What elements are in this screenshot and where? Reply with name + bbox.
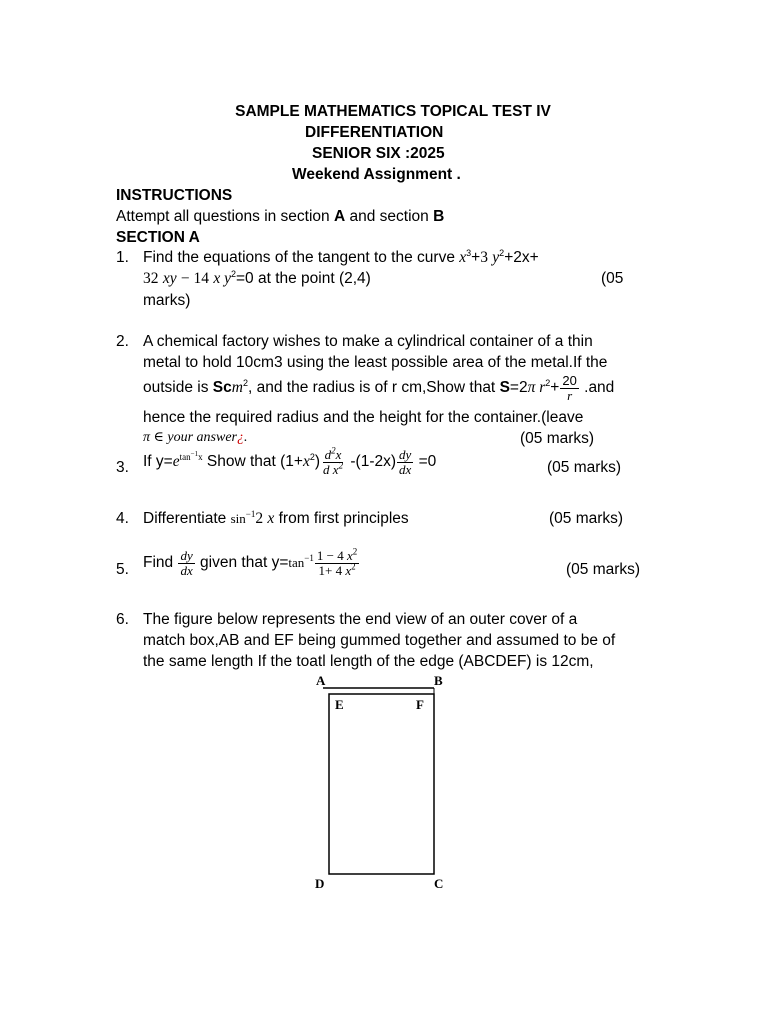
q2-line1: A chemical factory wishes to make a cylindrical container of a thin xyxy=(143,333,593,350)
label-f: F xyxy=(416,697,424,712)
q1-number: 1. xyxy=(116,249,129,266)
label-a: A xyxy=(316,673,326,688)
q5-fraction: $\frac{1 - 4 x^2}{1+ 4 x^2}$ xyxy=(316,546,358,578)
q2-line5: π ∈ your answer¿. xyxy=(143,430,248,445)
instructions-heading: INSTRUCTIONS xyxy=(116,187,233,204)
q6-line3: the same length If the toatl length of the edge (ABCDEF) is 12cm, xyxy=(143,653,594,670)
q6-line2: match box,AB and EF being gummed together and assumed to be of xyxy=(143,632,616,649)
title-line: SAMPLE MATHEMATICS TOPICAL TEST IV xyxy=(235,103,551,120)
q2-line4: hence the required radius and the height for the container.(leave xyxy=(143,409,584,426)
q1-text-line1: Find the equations of the tangent to the curve $x^3+3$ $y^2+2x+$ xyxy=(143,247,539,266)
topic-line: DIFFERENTIATION xyxy=(305,124,444,141)
q4-number: 4. xyxy=(116,510,129,527)
q5-derivative: $\frac{dy}{dx}$ xyxy=(180,548,193,578)
q3-marks: (05 marks) xyxy=(547,459,622,476)
q5-number: 5. xyxy=(116,561,129,578)
q5-text: Find $\frac{dy}{dx}$ given that $y=\tan^{-1}$ $\frac{1 - 4 x^2}{1+ 4 x^2}$ xyxy=(143,546,358,578)
section-a-heading: SECTION A xyxy=(116,229,200,246)
q3-text: If $y=e^{tan^{-1}x}$ Show that $(1+x^2)$ $\frac{d^2x}{d x^2}$ -(1-2x) $\frac{dy}{dx}$ =0 xyxy=(143,445,437,477)
q1-marks: (05 xyxy=(601,270,624,287)
q2-marks: (05 marks) xyxy=(520,430,595,447)
instructions-text: Attempt all questions in section A and section B xyxy=(116,208,445,225)
assignment-line: Weekend Assignment . xyxy=(292,166,461,183)
q2-fraction: $\frac{20}{r}$ xyxy=(562,373,577,403)
q1-marks-cont: marks) xyxy=(143,292,191,309)
q6-number: 6. xyxy=(116,611,129,628)
class-line: SENIOR SIX :2025 xyxy=(312,145,445,162)
q2-number: 2. xyxy=(116,333,129,350)
q3-derivative: $\frac{dy}{dx}$ xyxy=(399,447,412,477)
q3-second-derivative: $\frac{d^2x}{d x^2}$ xyxy=(323,445,344,477)
label-d: D xyxy=(315,876,325,891)
q3-number: 3. xyxy=(116,459,129,476)
box-outline xyxy=(329,694,434,874)
q6-line1: The figure below represents the end view of an outer cover of a xyxy=(143,611,578,628)
q5-marks: (05 marks) xyxy=(566,561,641,578)
label-c: C xyxy=(434,876,444,891)
q2-line3: outside is Scm$^2$, and the radius is of r cm,Show that S=2π $r^2+$ $\frac{20}{r}$ .and xyxy=(143,373,615,403)
q4-marks: (05 marks) xyxy=(549,510,624,527)
q4-text: Differentiate $\sin^{-1}2$ x from first principles xyxy=(143,508,409,527)
label-e: E xyxy=(335,697,344,712)
label-b: B xyxy=(434,673,443,688)
q2-line2: metal to hold 10cm3 using the least possible area of the metal.If the xyxy=(143,354,608,371)
q1-text-line2: 32 xy − 14 x $y^2=0$ at the point (2,4) xyxy=(143,268,371,287)
